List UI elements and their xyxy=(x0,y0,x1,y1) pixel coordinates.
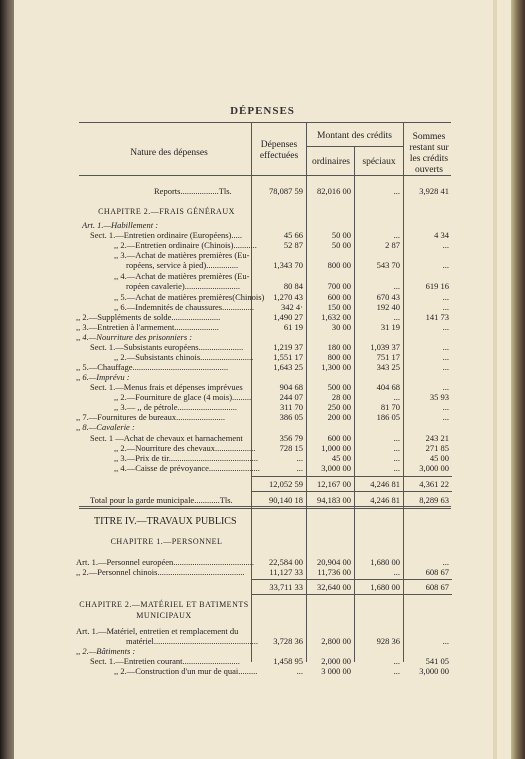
row-label: ,, 5.—Achat de matières premières(Chinois) xyxy=(114,292,265,302)
row-value-c2: 800 00 xyxy=(327,352,351,362)
row-label: ,, 2.—Nourriture des chevaux................... xyxy=(114,443,256,453)
total-municipale-c4: 8,289 63 xyxy=(419,495,449,505)
row-value-c4: ... xyxy=(442,382,449,392)
header-split-rule xyxy=(307,146,404,147)
row-value-c3: 404 68 xyxy=(376,382,400,392)
row-label: Sect. 1.—Entretien ordinaire (Européens)..... xyxy=(90,230,243,240)
row-value-c4: ... xyxy=(442,352,449,362)
row-label: ,, 3.—Achat de matières premières (Eu- xyxy=(114,250,250,260)
chapter2-heading-2: MUNICIPAUX xyxy=(136,611,192,620)
book-spine-left xyxy=(0,0,14,759)
row-value-c1: 244 07 xyxy=(279,392,303,402)
personnel-value-c2: 20,904 00 xyxy=(317,557,351,567)
row-value-c2: 1,632 00 xyxy=(321,312,351,322)
row-value-c3: ... xyxy=(393,433,400,443)
row-value-c2: 1,300 00 xyxy=(321,362,351,372)
row-value-c3: ... xyxy=(393,281,400,291)
row-label: ,, 4.—Achat de matières premières (Eu- xyxy=(114,271,250,281)
row-label: ,, 6.—Imprévu : xyxy=(76,372,130,382)
col-rule-3 xyxy=(354,146,355,662)
materiel-row-label: ,, 2.—Construction d'un mur de quai......... xyxy=(114,666,258,676)
titre-heading: TITRE IV.—TRAVAUX PUBLICS xyxy=(94,516,237,527)
row-value-c3: 2 87 xyxy=(385,240,400,250)
row-value-c2: 82,016 00 xyxy=(317,186,351,196)
table-top-rule xyxy=(79,122,451,123)
materiel-value-c4: ... xyxy=(442,636,449,646)
materiel-value-c4: 541 05 xyxy=(425,656,449,666)
subtotal1-c2: 12,167 00 xyxy=(317,479,351,489)
subtotal1-c1: 12,052 59 xyxy=(269,479,303,489)
row-value-c1: 45 66 xyxy=(283,230,303,240)
row-value-c1: 1,343 70 xyxy=(273,260,303,270)
row-value-c3: ... xyxy=(393,392,400,402)
row-label: ,, 7.—Fournitures de bureaux....................... xyxy=(76,412,225,422)
row-label: ,, 2.—Entretien ordinaire (Chinois)........... xyxy=(114,240,257,250)
row-label: Sect. 1.—Subsistants européens..................... xyxy=(90,342,244,352)
row-value-c1: ... xyxy=(296,463,303,473)
row-value-c4: ... xyxy=(442,322,449,332)
row-label: ,, 4.—Nourriture des prisonniers : xyxy=(76,332,193,342)
materiel-value-c2: 2,000 00 xyxy=(321,656,351,666)
row-value-c3: ... xyxy=(393,230,400,240)
row-value-c3: 1,039 37 xyxy=(370,342,400,352)
header-speciaux: spéciaux xyxy=(362,157,396,167)
row-value-c1: 1,490 27 xyxy=(273,312,303,322)
row-value-c2: 45 00 xyxy=(331,453,351,463)
row-value-c1: 904 68 xyxy=(279,382,303,392)
row-value-c1: ... xyxy=(296,453,303,463)
total-municipale-label: Total pour la garde municipale............Tls. xyxy=(90,495,233,505)
total-rule xyxy=(79,506,451,507)
chapter1-heading: CHAPITRE 1.—PERSONNEL xyxy=(110,537,223,546)
subtotal2-c1: 33,711 33 xyxy=(269,582,303,592)
row-value-c2: 600 00 xyxy=(327,433,351,443)
materiel-value-c1: 3,728 36 xyxy=(273,636,303,646)
row-value-c2: 200 00 xyxy=(327,412,351,422)
row-value-c3: ... xyxy=(393,186,400,196)
row-value-c1: 80 84 xyxy=(283,281,303,291)
row-value-c4: 4 34 xyxy=(434,230,449,240)
row-value-c4: ... xyxy=(442,302,449,312)
personnel-value-c4: 608 67 xyxy=(425,567,449,577)
row-value-c4: ... xyxy=(442,402,449,412)
row-label: ,, 3.—Prix de tir.......................................... xyxy=(114,453,259,463)
subtotal2-rule-2 xyxy=(252,594,452,595)
row-value-c4: ... xyxy=(442,260,449,270)
chapter2-heading: CHAPITRE 2.—MATÉRIEL ET BATIMENTS xyxy=(79,600,249,609)
total-municipale-c1: 90,140 18 xyxy=(269,495,303,505)
row-value-c2: 50 00 xyxy=(331,230,351,240)
row-value-c1: 78,087 59 xyxy=(269,186,303,196)
col-rule-2 xyxy=(306,122,307,662)
materiel-value-c1: ... xyxy=(296,666,303,676)
materiel-value-c2: 2,800 00 xyxy=(321,636,351,646)
row-value-c4: ... xyxy=(442,412,449,422)
row-value-c2: 180 00 xyxy=(327,342,351,352)
row-value-c1: 52 87 xyxy=(283,240,303,250)
row-value-c2: 50 00 xyxy=(331,240,351,250)
row-label: ,, 8.—Cavalerie : xyxy=(76,422,135,432)
row-label: Sect. 1.—Menus frais et dépenses imprévues xyxy=(90,382,243,392)
row-label: ropéen cavalerie).......................... xyxy=(126,281,240,291)
row-value-c1: 356 79 xyxy=(279,433,303,443)
row-label: Sect. 1 —Achat de chevaux et harnachement xyxy=(90,433,243,443)
page-title: DÉPENSES xyxy=(230,105,295,117)
subtotal-rule xyxy=(252,476,452,477)
header-sommes: Sommes restant sur les crédits ouverts xyxy=(409,132,449,175)
header-effectuees: Dépenses effectuées xyxy=(259,140,299,161)
subtotal1-c4: 4,361 22 xyxy=(419,479,449,489)
materiel-value-c3: ... xyxy=(393,666,400,676)
row-label: ,, 4.—Caisse de prévoyance........................ xyxy=(114,463,260,473)
row-value-c2: 600 00 xyxy=(327,292,351,302)
row-label: ,, 3.— ,, de pétrole............................ xyxy=(114,402,237,412)
row-value-c4: 35 93 xyxy=(429,392,449,402)
personnel-value-c1: 11,127 33 xyxy=(269,567,303,577)
materiel-value-c1: 1,458 95 xyxy=(273,656,303,666)
row-value-c4: ... xyxy=(442,292,449,302)
col-rule-4 xyxy=(403,122,404,662)
materiel-value-c3: 928 36 xyxy=(376,636,400,646)
row-value-c1: 1,643 25 xyxy=(273,362,303,372)
subtotal2-c4: 608 67 xyxy=(425,582,449,592)
row-value-c4: 243 21 xyxy=(425,433,449,443)
personnel-value-c3: ... xyxy=(393,567,400,577)
personnel-row-label: ,, 2.—Personnel chinois......................................... xyxy=(76,567,245,577)
subtotal2-c3: 1,680 00 xyxy=(370,582,400,592)
row-value-c1: 728 15 xyxy=(279,443,303,453)
row-value-c1: 1,551 17 xyxy=(273,352,303,362)
row-value-c4: 3,928 41 xyxy=(419,186,449,196)
row-value-c2: 3,000 00 xyxy=(321,463,351,473)
row-label: ,, 6.—Indemnités de chaussures............... xyxy=(114,302,254,312)
row-value-c3: 343 25 xyxy=(376,362,400,372)
total-municipale-c3: 4,246 81 xyxy=(370,495,400,505)
row-label: ,, 2.—Fourniture de glace (4 mois)......... xyxy=(114,392,252,402)
row-value-c1: 386 05 xyxy=(279,412,303,422)
personnel-value-c2: 11,736 00 xyxy=(317,567,351,577)
row-value-c4: 271 85 xyxy=(425,443,449,453)
row-value-c4: 45 00 xyxy=(429,453,449,463)
row-value-c2: 700 00 xyxy=(327,281,351,291)
materiel-value-c3: ... xyxy=(393,656,400,666)
row-value-c3: 31 19 xyxy=(380,322,400,332)
materiel-row-label: Art. 1.—Matériel, entretien et remplacement du xyxy=(76,626,239,636)
row-value-c2: 250 00 xyxy=(327,402,351,412)
materiel-value-c4: 3,000 00 xyxy=(419,666,449,676)
row-value-c4: 3,000 00 xyxy=(419,463,449,473)
row-value-c4: 619 16 xyxy=(425,281,449,291)
row-value-c3: ... xyxy=(393,453,400,463)
row-label: Art. 1.—Habillement : xyxy=(82,220,159,230)
row-value-c4: ... xyxy=(442,362,449,372)
row-value-c2: 500 00 xyxy=(327,382,351,392)
page xyxy=(14,0,511,759)
row-value-c2: 28 00 xyxy=(331,392,351,402)
chapter-heading: CHAPITRE 2.—FRAIS GÉNÉRAUX xyxy=(98,207,235,216)
personnel-row-label: Art. 1.—Personnel européen...................................... xyxy=(76,557,255,567)
personnel-value-c3: 1,680 00 xyxy=(370,557,400,567)
row-label: ,, 5.—Chauffage............................................. xyxy=(76,362,229,372)
personnel-value-c4: ... xyxy=(442,557,449,567)
row-value-c1: 311 70 xyxy=(279,402,303,412)
subtotal2-c2: 32,640 00 xyxy=(317,582,351,592)
row-value-c3: 543 70 xyxy=(376,260,400,270)
row-value-c3: ... xyxy=(393,463,400,473)
total-municipale-c2: 94,183 00 xyxy=(317,495,351,505)
row-label: ,, 3.—Entretien à l'armement..................... xyxy=(76,322,219,332)
row-value-c1: 61 19 xyxy=(283,322,303,332)
row-value-c4: ... xyxy=(442,342,449,352)
personnel-value-c1: 22,584 00 xyxy=(269,557,303,567)
row-value-c2: 150 00 xyxy=(327,302,351,312)
total-rule-double xyxy=(79,508,451,509)
header-montant: Montant des crédits xyxy=(317,131,392,141)
materiel-value-c2: 3 000 00 xyxy=(321,666,351,676)
row-value-c2: 1,000 00 xyxy=(321,443,351,453)
row-value-c1: 342 4· xyxy=(281,302,303,312)
row-value-c1: 1,270 43 xyxy=(273,292,303,302)
row-value-c2: 30 00 xyxy=(331,322,351,332)
subtotal2-rule xyxy=(252,579,452,580)
row-label: ropéens, service à pied)............... xyxy=(126,260,239,270)
row-value-c3: 192 40 xyxy=(376,302,400,312)
row-value-c2: 800 00 xyxy=(327,260,351,270)
row-value-c4: 141 73 xyxy=(425,312,449,322)
row-label: ,, 2.—Suppléments de solde....................... xyxy=(76,312,221,322)
materiel-row-label: ,, 2.—Bâtiments : xyxy=(76,646,136,656)
row-label: Reports..................Tls. xyxy=(154,186,232,196)
row-value-c3: ... xyxy=(393,312,400,322)
row-value-c3: ... xyxy=(393,443,400,453)
book-edge-right xyxy=(511,0,525,759)
materiel-row-label: Sect. 1.—Entretien courant........................... xyxy=(90,656,240,666)
row-value-c3: 751 17 xyxy=(376,352,400,362)
row-value-c3: 186 05 xyxy=(376,412,400,422)
row-label: ,, 2.—Subsistants chinois......................... xyxy=(114,352,254,362)
row-value-c3: 81 70 xyxy=(380,402,400,412)
subtotal1-c3: 4,246 81 xyxy=(370,479,400,489)
materiel-row-label: matériel................................................. xyxy=(126,636,258,646)
header-nature: Nature des dépenses xyxy=(130,148,208,158)
subtotal-rule-2 xyxy=(252,491,452,492)
row-value-c3: 670 43 xyxy=(376,292,400,302)
row-value-c4: ... xyxy=(442,240,449,250)
row-value-c1: 1,219 37 xyxy=(273,342,303,352)
header-ordinaires: ordinaires xyxy=(312,157,350,167)
header-bottom-rule xyxy=(79,175,451,176)
